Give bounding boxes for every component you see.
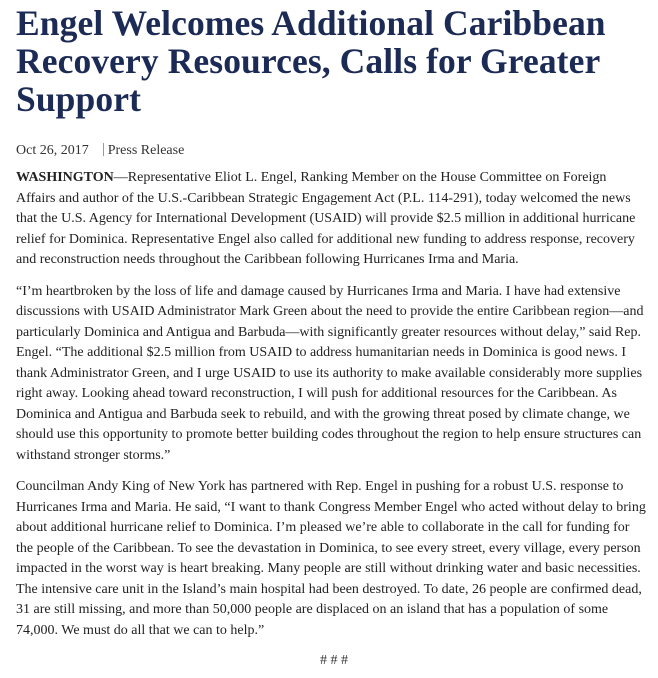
paragraph-intro [16, 168, 646, 271]
press-release-article [16, 0, 646, 670]
article-meta [16, 143, 646, 159]
paragraph-engel-quote: “I’m heartbroken by the loss of life and damage caused by Hurricanes Irma and Maria. I have had extensive discussions with USAID Administrator Mark Green about the need to provide the entire Caribbean region—and particularly Dominica and Antigua and Barbuda—with significantly greater resources without delay,” said Rep. Engel. “The additional $2.5 million from USAID to address humanitarian needs in Dominica is good news. I thank Administrator Green, and I urge USAID to use its authority to make available considerably more supplies right away. Looking ahead toward reconstruction, I will push for additional resources for the Caribbean. As Dominica and Antigua and Barbuda seek to rebuild, and with the growing threat posed by climate change, we should use this opportunity to promote better building codes throughout the region to help ensure structures can withstand stronger storms.” [16, 283, 644, 463]
meta-separator [103, 143, 104, 156]
end-mark: # # # [320, 653, 348, 668]
article-title: Engel Welcomes Additional Caribbean Recovery Resources, Calls for Greater Support [16, 3, 606, 119]
dateline: WASHINGTON [16, 170, 114, 185]
article-category: Press Release [107, 143, 185, 158]
paragraph-intro-text: —Representative Eliot L. Engel, Ranking Member on the House Committee on Foreign Affairs and author of the U.S.-Caribbean Strategic Engagement Act (P.L. 114-291), today welcomed the news that the U.S. Agency for International Development (USAID) will provide $2.5 million in additional hurricane relief for Dominica. Representative Engel also called for additional new funding to address response, recovery and reconstruction needs throughout the Caribbean following Hurricanes Irma and Maria. [16, 170, 636, 267]
publish-date: Oct 26, 2017 [16, 143, 89, 158]
paragraph-king-quote: Councilman Andy King of New York has partnered with Rep. Engel in pushing for a robust U.S. response to Hurricanes Irma and Maria. He said, “I want to thank Congress Member Engel who acted without delay to bring about additional hurricane relief to Dominica. I’m pleased we’re able to collaborate in the call for funding for the people of the Caribbean. To see the devastation in Dominica, to see every street, every village, every person impacted in the worst way is heart breaking. Many people are still without drinking water and basic necessities. The intensive care unit in the Island’s main hospital had been destroyed. To date, 26 people are confirmed dead, 31 are still missing, and more than 50,000 people are displaced on an island that has a population of some 74,000. We must do all that we can to help.” [16, 479, 646, 638]
article-body [16, 168, 646, 641]
